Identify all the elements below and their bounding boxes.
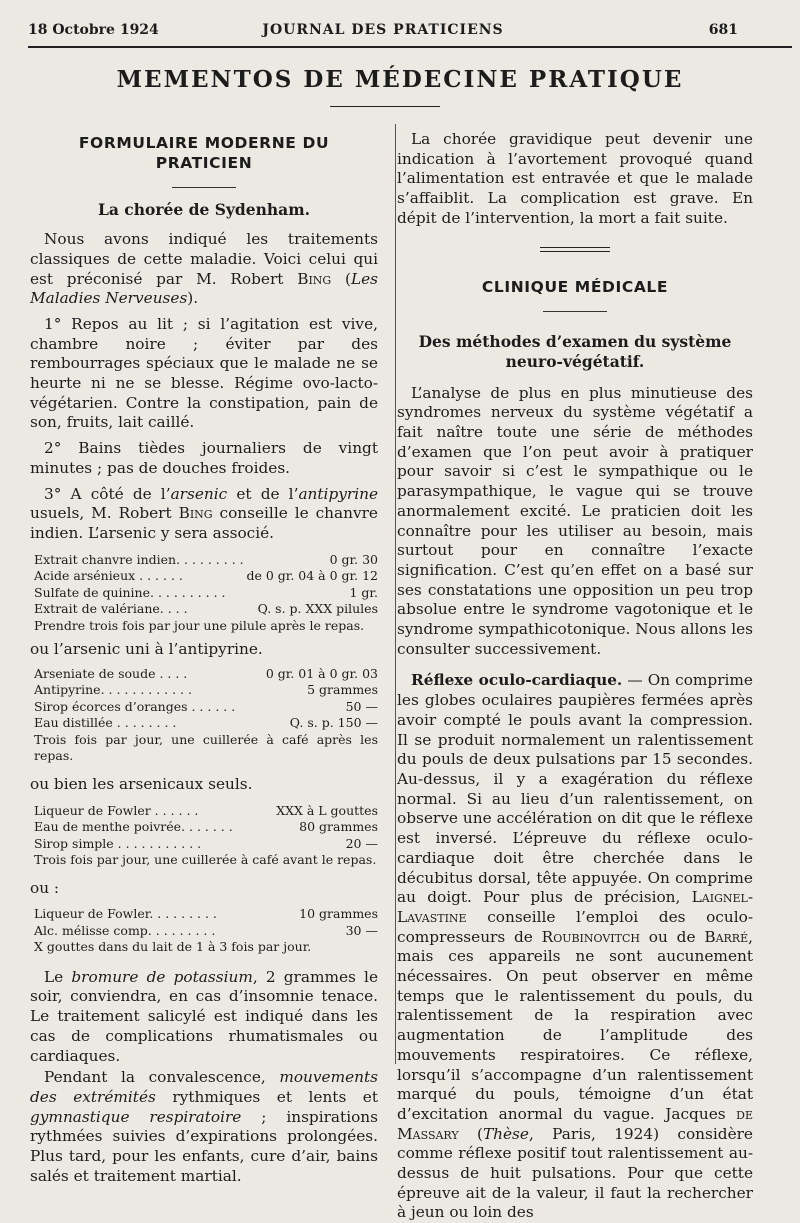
section-separator — [540, 247, 610, 252]
paragraph-reflexe: Réflexe oculo-cardiaque. — On comprime les globes oculaires paupières fermées après avoir compté le pouls avant la compression. Il se produit normalement un ralentissement du pouls de deux pulsations par 15 secondes. Au-dessus, il y a exagération du réflexe normal. Si au lieu d’un ralentissement, on observe une accélération on dit que le réflexe est inversé. L’épreuve du réflexe oculo-cardiaque doit être cherchée dans le décubitus dorsal, tête appuyée. On comprime au doigt. Pour plus de précision, Laignel-Lavastine conseille l’emploi des oculo-compresseurs de Roubinovitch ou de Barré, mais ces appareils ne sont aucunement nécessaires. On peut observer en même temps que le ralentissement du pouls, du ralentissement de la respiration avec augmentation de l’amplitude des mouvements respiratoires. Ce réflexe, lorsqu’il s’accompagne d’un ralentissement marqué du pouls, témoigne d’un état d’excitation anormal du vague. Jacques de Massary (Thèse, Paris, 1924) considère comme réflexe positif tout ralentissement au-dessus de huit pulsations. Pour que cette épreuve ait de la valeur, il faut la rechercher à jeun ou loin des — [397, 671, 753, 1222]
prescription-note: Prendre trois fois par jour une pilule après le repas. — [34, 617, 365, 633]
paragraph-choree-gravidique: La chorée gravidique peut devenir une indication à l’avortement provoqué quand l’alimentation est entravée et que le malade s’affaiblit. La complication est grave. En dépit de l’intervention, la mort a fait suite. — [397, 130, 753, 227]
title-rule — [330, 106, 440, 107]
prescription-line: Liqueur de Fowler. . . . . . . . . 10 grammes — [34, 906, 378, 922]
section-rule — [543, 311, 607, 312]
prescription-line: Antipyrine. . . . . . . . . . . . 5 grammes — [34, 682, 378, 698]
connector-text: ou l’arsenic uni à l’antipyrine. — [30, 640, 263, 659]
connector-text: ou : — [30, 878, 60, 897]
article-subtitle: Des méthodes d’examen du système neuro-végétatif. — [418, 332, 732, 371]
prescription-line: Extrait chanvre indien. . . . . . . . . 0 gr. 30 — [34, 551, 378, 567]
section-title-clinique: CLINIQUE MÉDICALE — [481, 277, 669, 296]
prescription-line: Sirop simple . . . . . . . . . . . 20 — — [34, 835, 378, 851]
paragraph-arsenic: 3° A côté de l’arsenic et de l’antipyrine usuels, M. Robert Bing conseille le chanvre indien. L’arsenic y sera associé. — [30, 484, 378, 542]
prescription-2 — [30, 666, 378, 732]
issue-date: 18 Octobre 1924 — [28, 22, 159, 38]
prescription-3 — [30, 803, 378, 853]
prescription-line: Liqueur de Fowler . . . . . . XXX à L gouttes — [34, 802, 378, 818]
intro-paragraph: Nous avons indiqué les traitements classiques de cette maladie. Voici celui qui est préconisé par M. Robert Bing (Les Maladies Nerveuses). — [30, 230, 378, 308]
connector-text: ou bien les arsenicaux seuls. — [30, 774, 253, 793]
prescription-line: Extrait de valériane. . . . Q. s. p. XXX pilules — [34, 601, 378, 617]
paragraph-bains: 2° Bains tièdes journaliers de vingt minutes ; pas de douches froides. — [30, 439, 378, 477]
prescription-note: Trois fois par jour, une cuillerée à café après les repas. — [34, 731, 378, 764]
prescription-line: Sulfate de quinine. . . . . . . . . . 1 gr. — [34, 584, 378, 600]
prescription-line: Alc. mélisse comp. . . . . . . . . 30 — — [34, 922, 378, 938]
author-name: Bing — [297, 269, 332, 288]
reflexe-heading: Réflexe oculo-cardiaque. — [411, 671, 623, 690]
section-title-formulaire: FORMULAIRE MODERNE DU PRATICIEN — [78, 134, 330, 172]
section-rule — [172, 187, 236, 188]
paragraph-convalescence: Pendant la convalescence, mouvements des extrémités rythmiques et lents et gymnastique respiratoire ; inspirations rythmées suivies d’expirations prolongées. Plus tard, pour les enfants, cure d’air, bains salés et traitement martial. — [30, 1068, 379, 1185]
prescription-4 — [30, 906, 378, 939]
running-header — [28, 22, 738, 42]
column-divider — [395, 124, 396, 1064]
left-column — [30, 126, 378, 1187]
prescription-line: Acide arsénieux . . . . . . de 0 gr. 04 à 0 gr. 12 — [34, 568, 378, 584]
prescription-line: Eau de menthe poivrée. . . . . . . 80 grammes — [34, 819, 378, 835]
prescription-note: X gouttes dans du lait de 1 à 3 fois par jour. — [34, 939, 312, 955]
right-column — [397, 126, 753, 1223]
prescription-1 — [30, 552, 378, 618]
prescription-line: Arseniate de soude . . . . 0 gr. 01 à 0 gr. 03 — [34, 665, 378, 681]
prescription-line: Sirop écorces d’oranges . . . . . . 50 — — [34, 698, 378, 714]
book-title: Les Maladies Nerveuses — [30, 269, 378, 308]
paragraph-bromure: Le bromure de potassium, 2 grammes le soir, conviendra, en cas d’insomnie tenace. Le traitement salicylé est indiqué dans les cas de complications rhumatismales ou cardiaques. — [30, 967, 379, 1065]
prescription-note: Trois fois par jour, une cuillerée à café avant le repas. — [34, 852, 377, 868]
page-number: 681 — [708, 22, 738, 38]
header-rule — [28, 46, 792, 48]
paragraph-analyse: L’analyse de plus en plus minutieuse des syndromes nerveux du système végétatif a fait naître toute une série de méthodes d’examen que l’on peut avoir à pratiquer pour savoir si c’est le sympathique ou le parasympathique, le vague qui se trouve anormalement excité. Le praticien doit les connaître pour les utiliser au besoin, mais surtout pour en connaître l’exacte signification. C’est qu’en effet on a basé sur ses constatations une opposition un peu trop absolue entre le syndrome vagotonique et le syndrome sympathicotonique. Nous allons les consulter successivement. — [397, 383, 753, 658]
article-subtitle: La chorée de Sydenham. — [97, 200, 311, 220]
journal-name: JOURNAL DES PRATICIENS — [262, 22, 504, 38]
page-title: MEMENTOS DE MÉDECINE PRATIQUE — [116, 66, 684, 93]
prescription-line: Eau distillée . . . . . . . . Q. s. p. 150 — — [34, 715, 378, 731]
paragraph-repos: 1° Repos au lit ; si l’agitation est vive, chambre noire ; éviter par des rembourrages spéciaux que le malade ne se heurte ni ne se blesse. Régime ovo-lacto-végétarien. Contre la constipation, pain de son, fruits, lait caillé. — [30, 314, 378, 432]
